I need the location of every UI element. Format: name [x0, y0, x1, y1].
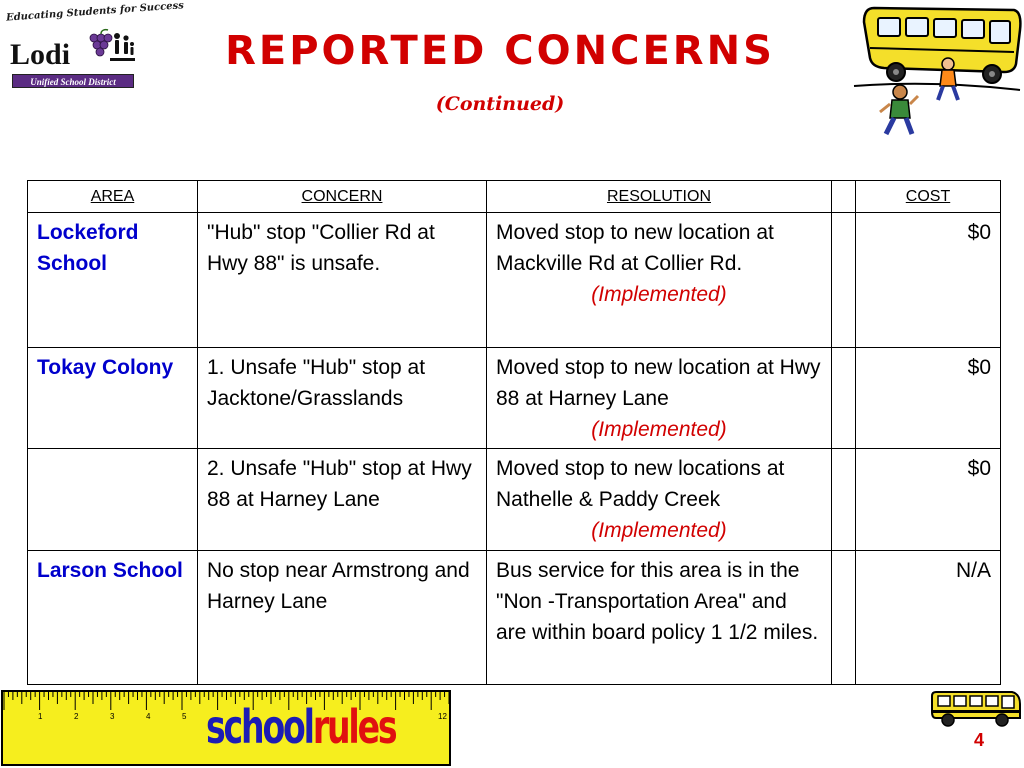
resolution-text: Moved stop to new location at Hwy 88 at Harney Lane [496, 356, 821, 410]
logo-name: Lodi [10, 38, 71, 71]
area-cell [28, 449, 198, 551]
cost-cell: $0 [856, 213, 1001, 348]
header-concern: CONCERN [198, 181, 487, 213]
ruler-number: 1 [38, 712, 43, 721]
area-cell: Tokay Colony [28, 348, 198, 449]
table-row [28, 213, 1001, 348]
table-row [28, 348, 1001, 449]
page-number: 4 [973, 730, 984, 750]
school-word: school [206, 700, 313, 754]
table-header-row [28, 181, 1001, 213]
cost-cell: N/A [856, 551, 1001, 685]
page-title: REPORTED CONCERNS [225, 28, 775, 74]
table-row [28, 551, 1001, 685]
status-text: (Implemented) [591, 283, 727, 306]
logo-band: Unified School District [12, 74, 134, 88]
rules-word: rules [312, 700, 396, 754]
school-bus-with-children-icon [844, 0, 1022, 142]
resolution-cell [487, 449, 832, 551]
concern-cell: No stop near Armstrong and Harney Lane [198, 551, 487, 685]
blank-cell [832, 213, 856, 348]
page-subtitle: (Continued) [435, 93, 565, 115]
status-text: (Implemented) [591, 418, 727, 441]
school-rules-wordmark [206, 700, 395, 754]
district-logo [5, 0, 185, 90]
ruler-number: 5 [182, 712, 187, 721]
blank-cell [832, 551, 856, 685]
ruler-number: 3 [110, 712, 115, 721]
resolution-text: Moved stop to new location at Mackville Rd at Collier Rd. [496, 221, 774, 275]
resolution-text: Bus service for this area is in the "Non -Transportation Area" and are within board policy 1 1/2 miles. [496, 559, 819, 644]
resolution-text: Moved stop to new locations at Nathelle & Paddy Creek [496, 457, 785, 511]
ruler-number: 12 [438, 712, 447, 721]
ruler-number: 4 [146, 712, 151, 721]
blank-cell [832, 449, 856, 551]
status-text: (Implemented) [591, 519, 727, 542]
concern-cell: "Hub" stop "Collier Rd at Hwy 88" is unsafe. [198, 213, 487, 348]
table-row [28, 449, 1001, 551]
concern-cell: 1. Unsafe "Hub" stop at Jacktone/Grasslands [198, 348, 487, 449]
blank-cell [832, 348, 856, 449]
resolution-cell [487, 213, 832, 348]
grapes-family-icon [80, 28, 136, 76]
cost-cell: $0 [856, 348, 1001, 449]
header-area: AREA [28, 181, 198, 213]
area-cell: Larson School [28, 551, 198, 685]
concerns-table [27, 180, 1001, 685]
ruler-number: 2 [74, 712, 79, 721]
logo-tagline: Educating Students for Success [5, 0, 185, 24]
cost-cell: $0 [856, 449, 1001, 551]
header-resolution: RESOLUTION [487, 181, 832, 213]
resolution-cell [487, 348, 832, 449]
resolution-cell [487, 551, 832, 685]
concern-cell: 2. Unsafe "Hub" stop at Hwy 88 at Harney Lane [198, 449, 487, 551]
area-cell: Lockeford School [28, 213, 198, 348]
header-blank [832, 181, 856, 213]
header-cost: COST [856, 181, 1001, 213]
small-school-bus-icon [930, 686, 1022, 730]
